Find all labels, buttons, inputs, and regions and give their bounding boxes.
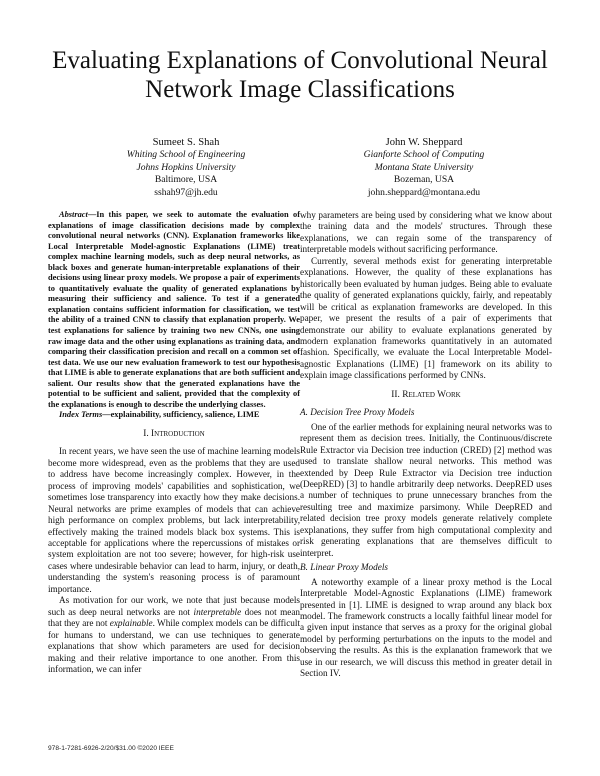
paragraph: Currently, several methods exist for generating interpretable explanations. However, the quality of these explanations has historically been evaluated by human judges. Being able to evaluate the quality of generated explanations quickly, fairly, and repeatably will be critical as explanation frameworks are developed. In this paper, we present the results of a pair of experiments that demonstrate our ability to evaluate explanations generated by modern explanation frameworks quantitatively in an automated fashion. Specifically, we evaluate the Local Interpretable Model-agnostic Explanations (LIME) [1] framework on its ability to explain image classifications performed by CNNs. [300, 255, 552, 381]
author-university: Johns Hopkins University [136, 161, 236, 173]
abstract [48, 210, 300, 410]
author-location: Bozeman, USA [393, 174, 455, 186]
left-column [48, 210, 300, 675]
abstract-text: —In this paper, we seek to automate the evaluation of explanations of image classification decisions made by complex convolutional neural networks (CNN). Explanation frameworks like Local Interpretable Model-agnostic Explanations (LIME) treat complex machine learning models, such as deep neural networks, as black boxes and generate human-interpretable explanations of their decisions using linear proxy models. We propose a pair of experiments to quantitatively evaluate the quality of generated explanations by measuring their sufficiency and salience. To test if a generated explanation contains sufficient information for classification, we test the ability of a trained CNN to classify that explanation properly. We test explanations for salience by training two new CNNs, one using raw image data and the other using explanations as training data, and comparing their classification precision and recall on a common set of test data. We use our new evaluation framework to test our hypothesis that LIME is able to generate explanations that are both sufficient and salient. Our results show that the generated explanations have the potential to be sufficient and salient, provided that the complexity of the explanations is enough to describe the underlying classes. [48, 210, 300, 409]
text-run: As motivation for our work, we note that just because models such as deep neural networks are not [48, 595, 300, 617]
author-block-2 [294, 137, 554, 199]
index-terms [48, 410, 300, 421]
author-email: sshah97@jh.edu [154, 186, 218, 198]
author-university: Montana State University [374, 161, 474, 173]
subsection-heading: A. Decision Tree Proxy Models [300, 407, 415, 418]
paragraph: A noteworthy example of a linear proxy method is the Local Interpretable Model-Agnostic Explanations (LIME) framework presented in [1]. LIME is designed to wrap around any black box model. The framework constructs a locally faithful linear model for a given input instance that serves as a proxy for the original global model by performing perturbations on the inputs to the model and observing the results. As this is the explanation framework that we use in our research, we will discuss this method in greater detail in Section IV. [300, 576, 552, 679]
right-column [300, 210, 552, 680]
author-block-1 [56, 137, 316, 199]
paragraph: In recent years, we have seen the use of machine learning models become more widespread, even as the problems that they are used to address have become increasingly complex. However, in the process of improving models' capabilities and sophistication, we sometimes lose transparency into exactly how they make decisions. Neural networks are prime examples of models that can achieve high performance on complex problems, but lack interpretability, effectively making the trained models black box systems. This is acceptable for applications where the repercussions of mistakes or system exploitation are not too severe; however, for high-risk use cases where undesirable behavior can lead to harm, injury, or death, understanding the system's reasoning process is of paramount importance. [48, 446, 300, 594]
text-run: . While complex models can be difficult for humans to understand, we can use techniques to generate explanations that show which parameters are used for decision making and their relative importance to one another. From this information, we can infer [48, 618, 301, 674]
paragraph: One of the earlier methods for explaining neural networks was to represent them as decision trees. Initially, the Continuous/discrete Rule Extractor via Decision tree induction (CRED) [2] method was used to translate shallow neural networks. This method was extended by Deep Rule Extractor via Decision tree induction (DeepRED) [3] to handle arbitrarily deep networks. DeepRED uses a number of techniques to prune unnecessary branches from the resulting tree and maximize parsimony. While DeepRED and related decision tree proxy models generate relatively complete explanations, they suffer from high computational complexity and risk generating explanations that are themselves difficult to interpret. [300, 421, 552, 558]
emphasis: explainable [109, 618, 153, 629]
section-heading: I. Introduction [143, 428, 205, 439]
author-school: Whiting School of Engineering [126, 149, 246, 161]
paragraph: why parameters are being used by considering what we know about the training data and the models' structures. Through these explanations, we can regain some of the transparency of interpretable models without sacrificing performance. [300, 210, 552, 255]
copyright-footer: 978-1-7281-6926-2/20/$31.00 ©2020 IEEE [48, 745, 174, 752]
paper-title: Evaluating Explanations of Convolutional Neural Network Image Classifications [52, 47, 548, 103]
emphasis: interpretable [193, 606, 242, 617]
paragraph [48, 595, 300, 675]
index-terms-label: Index Terms [59, 410, 103, 420]
text-run: does not mean that they are not [48, 606, 300, 629]
index-terms-text: —explainability, sufficiency, salience, LIME [102, 410, 260, 420]
abstract-label: Abstract [59, 210, 88, 219]
author-name: Sumeet S. Shah [152, 137, 220, 148]
author-email: john.sheppard@montana.edu [367, 186, 481, 198]
section-heading: II. Related Work [391, 389, 461, 400]
subsection-heading: B. Linear Proxy Models [300, 562, 388, 573]
author-school: Gianforte School of Computing [363, 149, 485, 161]
author-name: John W. Sheppard [385, 137, 463, 148]
author-location: Baltimore, USA [154, 174, 218, 186]
